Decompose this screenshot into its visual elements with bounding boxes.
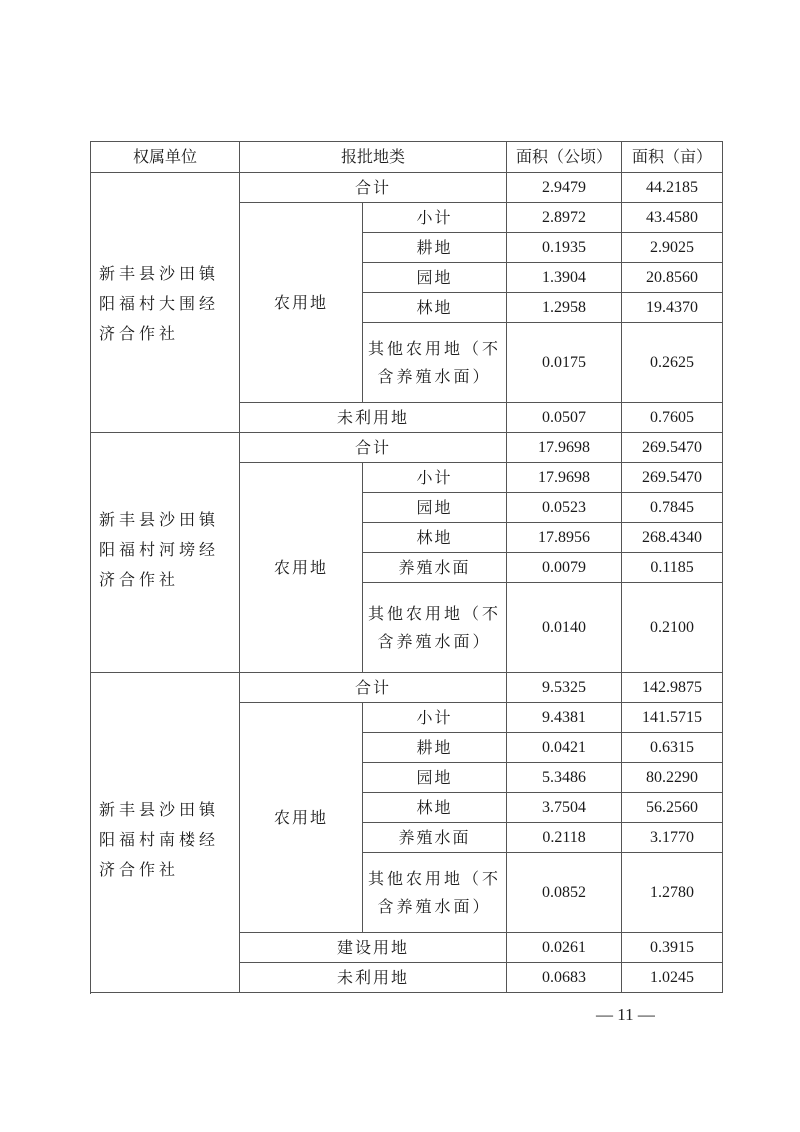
table-row [91, 433, 723, 463]
land-type-cell: 小计 [363, 703, 507, 733]
area-ha-cell: 2.9479 [507, 173, 622, 203]
land-type-cell: 林地 [363, 523, 507, 553]
area-ha-cell: 3.7504 [507, 793, 622, 823]
area-ha-cell: 17.8956 [507, 523, 622, 553]
land-type-cell: 耕地 [363, 233, 507, 263]
area-mu-cell: 19.4370 [622, 293, 723, 323]
area-mu-cell: 0.2625 [622, 323, 723, 403]
area-ha-cell: 1.3904 [507, 263, 622, 293]
area-ha-cell: 0.2118 [507, 823, 622, 853]
area-mu-cell: 1.0245 [622, 963, 723, 993]
area-mu-cell: 0.3915 [622, 933, 723, 963]
area-ha-cell: 0.1935 [507, 233, 622, 263]
land-type-cell: 耕地 [363, 733, 507, 763]
area-mu-cell: 1.2780 [622, 853, 723, 933]
owner-unit-cell: 新丰县沙田镇阳福村河塝经济合作社 [91, 433, 240, 673]
header-unit: 权属单位 [91, 142, 240, 173]
area-mu-cell: 269.5470 [622, 463, 723, 493]
area-mu-cell: 56.2560 [622, 793, 723, 823]
land-type-cell: 园地 [363, 263, 507, 293]
area-ha-cell: 5.3486 [507, 763, 622, 793]
area-ha-cell: 0.0683 [507, 963, 622, 993]
owner-unit-cell: 新丰县沙田镇阳福村南楼经济合作社 [91, 673, 240, 993]
land-type-cell: 林地 [363, 793, 507, 823]
area-ha-cell: 0.0175 [507, 323, 622, 403]
header-land-type: 报批地类 [240, 142, 507, 173]
land-type-cell: 养殖水面 [363, 823, 507, 853]
table-row [91, 673, 723, 703]
area-mu-cell: 0.2100 [622, 583, 723, 673]
area-mu-cell: 141.5715 [622, 703, 723, 733]
area-ha-cell: 0.0507 [507, 403, 622, 433]
table-header-row [91, 142, 723, 173]
area-mu-cell: 44.2185 [622, 173, 723, 203]
area-ha-cell: 1.2958 [507, 293, 622, 323]
land-type-cell: 建设用地 [240, 933, 507, 963]
area-ha-cell: 0.0523 [507, 493, 622, 523]
land-type-cell: 其他农用地（不含养殖水面） [363, 853, 507, 933]
area-mu-cell: 268.4340 [622, 523, 723, 553]
owner-unit-cell: 新丰县沙田镇阳福村大围经济合作社 [91, 173, 240, 433]
header-area-ha: 面积（公顷） [507, 142, 622, 173]
area-ha-cell: 0.0079 [507, 553, 622, 583]
land-type-cell: 其他农用地（不含养殖水面） [363, 583, 507, 673]
land-area-table [90, 141, 723, 993]
land-type-cell: 合计 [240, 673, 507, 703]
land-type-cell: 未利用地 [240, 963, 507, 993]
area-ha-cell: 0.0140 [507, 583, 622, 673]
area-mu-cell: 2.9025 [622, 233, 723, 263]
area-mu-cell: 80.2290 [622, 763, 723, 793]
area-ha-cell: 17.9698 [507, 433, 622, 463]
land-type-cell: 养殖水面 [363, 553, 507, 583]
land-type-cell: 其他农用地（不含养殖水面） [363, 323, 507, 403]
area-mu-cell: 269.5470 [622, 433, 723, 463]
area-mu-cell: 0.7845 [622, 493, 723, 523]
land-type-cell: 合计 [240, 173, 507, 203]
page-number: — 11 — [596, 1005, 655, 1024]
area-ha-cell: 0.0852 [507, 853, 622, 933]
land-type-cell: 小计 [363, 463, 507, 493]
land-type-cell: 园地 [363, 763, 507, 793]
area-mu-cell: 3.1770 [622, 823, 723, 853]
area-mu-cell: 0.1185 [622, 553, 723, 583]
area-ha-cell: 9.5325 [507, 673, 622, 703]
land-type-cell: 小计 [363, 203, 507, 233]
land-type-cell: 园地 [363, 493, 507, 523]
area-mu-cell: 0.7605 [622, 403, 723, 433]
agri-land-cell: 农用地 [240, 703, 363, 933]
area-ha-cell: 0.0261 [507, 933, 622, 963]
area-ha-cell: 17.9698 [507, 463, 622, 493]
area-mu-cell: 142.9875 [622, 673, 723, 703]
area-mu-cell: 43.4580 [622, 203, 723, 233]
agri-land-cell: 农用地 [240, 203, 363, 403]
land-type-cell: 林地 [363, 293, 507, 323]
area-ha-cell: 0.0421 [507, 733, 622, 763]
area-ha-cell: 9.4381 [507, 703, 622, 733]
area-ha-cell: 2.8972 [507, 203, 622, 233]
area-mu-cell: 20.8560 [622, 263, 723, 293]
table-row [91, 173, 723, 203]
agri-land-cell: 农用地 [240, 463, 363, 673]
land-type-cell: 未利用地 [240, 403, 507, 433]
header-area-mu: 面积（亩） [622, 142, 723, 173]
land-type-cell: 合计 [240, 433, 507, 463]
area-mu-cell: 0.6315 [622, 733, 723, 763]
